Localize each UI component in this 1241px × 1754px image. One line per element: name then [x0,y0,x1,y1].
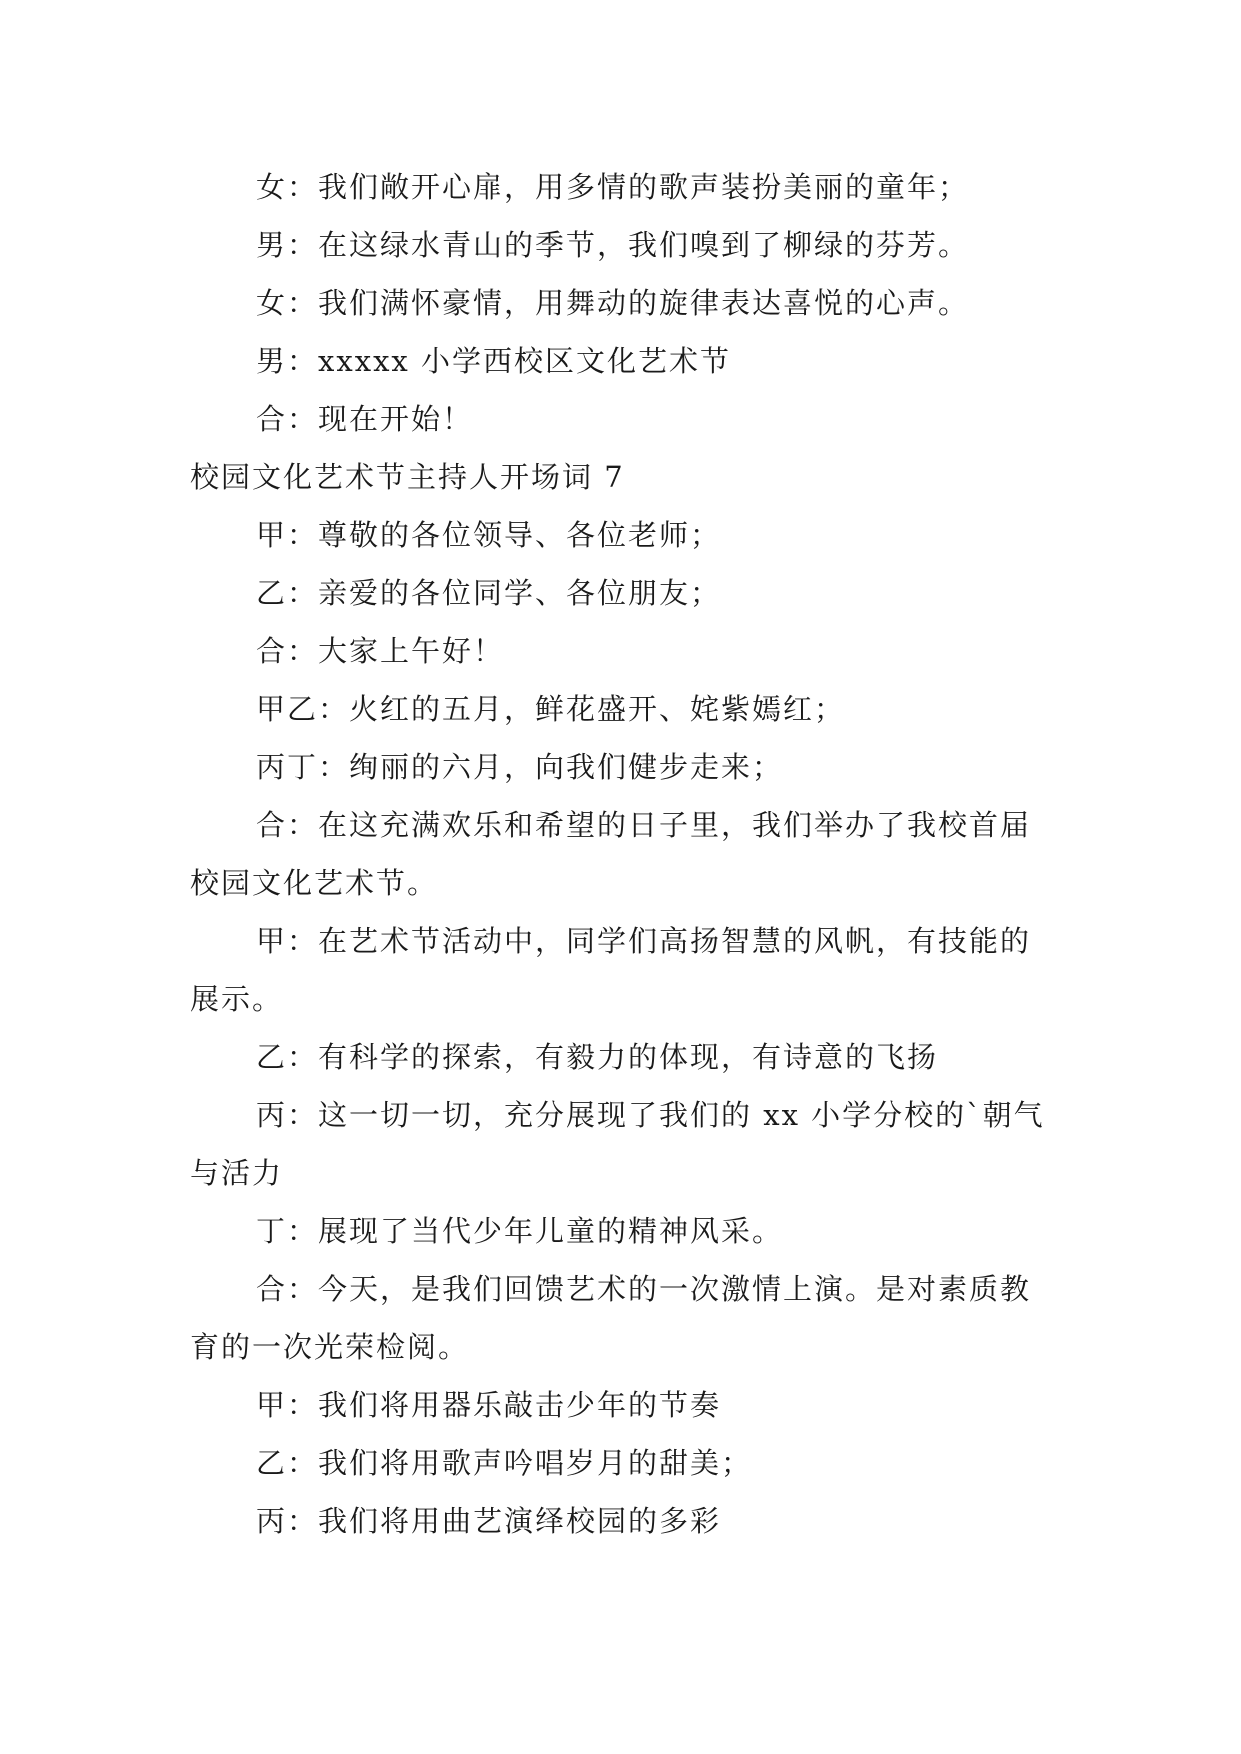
paragraph: 丙丁：绚丽的六月，向我们健步走来； [256,750,784,784]
paragraph: 合：大家上午好！ [256,634,505,668]
document-body [190,158,1058,1550]
paragraph: 丁：展现了当代少年儿童的精神风采。 [256,1214,784,1248]
paragraph: 丙：这一切一切，充分展现了我们的 xx 小学分校的`朝气与活力 [190,1098,1045,1190]
paragraph: 乙：我们将用歌声吟唱岁月的甜美； [256,1446,753,1480]
paragraph: 丙：我们将用曲艺演绎校园的多彩 [256,1504,722,1538]
paragraph: 甲：在艺术节活动中，同学们高扬智慧的风帆，有技能的展示。 [190,924,1032,1016]
paragraph: 甲乙：火红的五月，鲜花盛开、姹紫嫣红； [256,692,846,726]
paragraph: 合：在这充满欢乐和希望的日子里，我们举办了我校首届校园文化艺术节。 [190,808,1032,900]
paragraph: 合：现在开始！ [256,402,474,436]
paragraph: 甲：我们将用器乐敲击少年的节奏 [256,1388,722,1422]
paragraph: 男：在这绿水青山的季节，我们嗅到了柳绿的芬芳。 [256,228,970,262]
paragraph: 甲：尊敬的各位领导、各位老师； [256,518,722,552]
section-heading: 校园文化艺术节主持人开场词 7 [190,460,625,494]
paragraph: 男：xxxxx 小学西校区文化艺术节 [256,344,731,378]
paragraph: 女：我们满怀豪情，用舞动的旋律表达喜悦的心声。 [256,286,970,320]
paragraph: 合：今天，是我们回馈艺术的一次激情上演。是对素质教育的一次光荣检阅。 [190,1272,1032,1364]
paragraph: 女：我们敞开心扉，用多情的歌声装扮美丽的童年； [256,170,970,204]
paragraph: 乙：亲爱的各位同学、各位朋友； [256,576,722,610]
paragraph: 乙：有科学的探索，有毅力的体现，有诗意的飞扬 [256,1040,939,1074]
